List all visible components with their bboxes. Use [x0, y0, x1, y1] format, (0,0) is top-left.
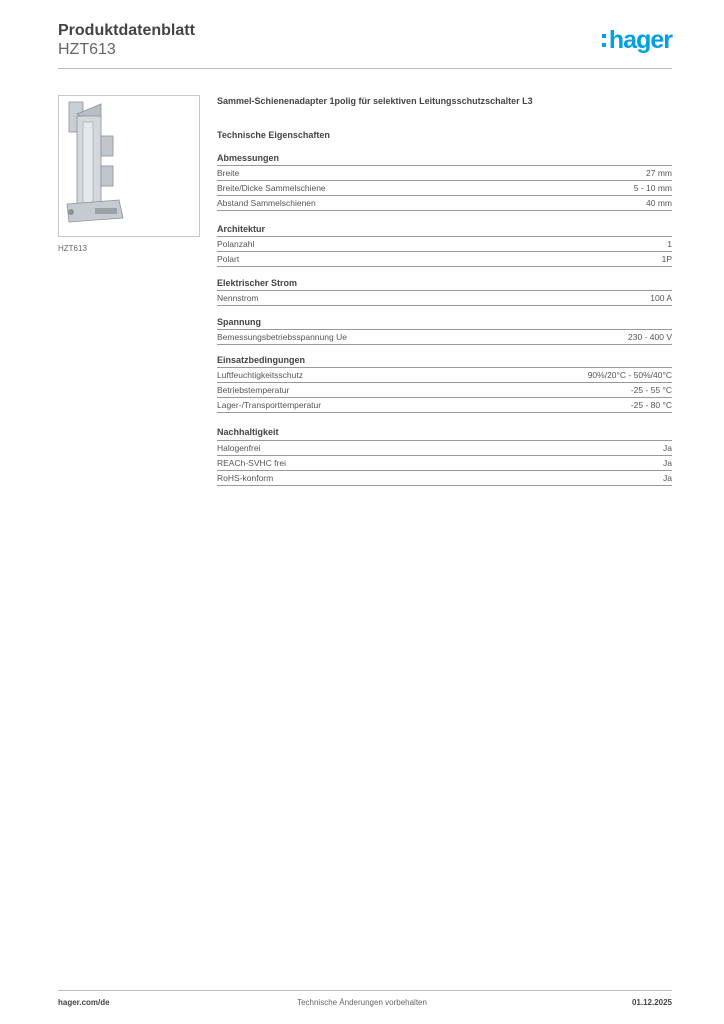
footer-divider	[58, 990, 672, 991]
row-label: Nennstrom	[217, 293, 259, 303]
section-title: Nachhaltigkeit	[217, 425, 672, 441]
product-image	[58, 95, 200, 237]
table-row	[217, 237, 672, 252]
section-architektur	[217, 223, 672, 267]
row-value: -25 - 55 °C	[630, 385, 672, 395]
table-row	[217, 456, 672, 471]
row-value: 27 mm	[646, 168, 672, 178]
row-label: Luftfeuchtigkeitsschutz	[217, 370, 303, 380]
row-value: Ja	[663, 443, 672, 453]
image-caption: HZT613	[58, 244, 87, 253]
table-row	[217, 398, 672, 413]
row-label: Lager-/Transporttemperatur	[217, 400, 322, 410]
table-row	[217, 383, 672, 398]
header-divider	[58, 68, 672, 69]
section-title: Abmessungen	[217, 152, 672, 166]
row-value: 1	[667, 239, 672, 249]
row-label: Betriebstemperatur	[217, 385, 290, 395]
footer-date: 01.12.2025	[631, 998, 672, 1007]
busbar-adapter-illustration	[59, 96, 199, 236]
row-label: Halogenfrei	[217, 443, 261, 453]
product-description: Sammel-Schienenadapter 1polig für selektiven Leitungsschutzschalter L3	[217, 96, 533, 106]
main-content	[217, 96, 672, 486]
table-row	[217, 368, 672, 383]
section-abmessungen	[217, 152, 672, 211]
row-value: 5 - 10 mm	[633, 183, 672, 193]
row-value: 230 - 400 V	[628, 332, 672, 342]
table-row	[217, 330, 672, 345]
tech-properties-heading: Technische Eigenschaften	[217, 130, 330, 140]
row-value: 40 mm	[646, 198, 672, 208]
footer-note: Technische Änderungen vorbehalten	[297, 998, 427, 1007]
logo-dots-icon	[602, 34, 606, 50]
row-label: RoHS-konform	[217, 473, 274, 483]
row-label: Breite/Dicke Sammelschiene	[217, 183, 326, 193]
table-row	[217, 291, 672, 306]
section-elektrischer-strom	[217, 277, 672, 306]
row-value: Ja	[663, 458, 672, 468]
section-title: Elektrischer Strom	[217, 277, 672, 291]
row-value: -25 - 80 °C	[630, 400, 672, 410]
section-title: Architektur	[217, 223, 672, 237]
row-label: Breite	[217, 168, 240, 178]
hager-logo	[602, 28, 672, 52]
row-label: Polanzahl	[217, 239, 255, 249]
section-einsatzbedingungen	[217, 354, 672, 413]
table-row	[217, 166, 672, 181]
table-row	[217, 441, 672, 456]
row-value: 90%/20°C - 50%/40°C	[587, 370, 672, 380]
table-row	[217, 196, 672, 211]
product-code: HZT613	[58, 41, 116, 58]
table-row	[217, 252, 672, 267]
section-title: Spannung	[217, 316, 672, 330]
document-title: Produktdatenblatt	[58, 22, 195, 39]
row-value: 100 A	[650, 293, 672, 303]
section-title: Einsatzbedingungen	[217, 354, 672, 368]
row-label: REACh-SVHC frei	[217, 458, 286, 468]
row-label: Abstand Sammelschienen	[217, 198, 316, 208]
section-spannung	[217, 316, 672, 345]
section-nachhaltigkeit	[217, 425, 672, 486]
table-row	[217, 471, 672, 486]
logo-text: hager	[608, 26, 672, 54]
row-value: Ja	[663, 473, 672, 483]
footer-website: hager.com/de	[58, 998, 110, 1007]
page-header	[58, 22, 672, 68]
row-label: Polart	[217, 254, 240, 264]
row-value: 1P	[661, 254, 672, 264]
row-label: Bemessungsbetriebsspannung Ue	[217, 332, 347, 342]
table-row	[217, 181, 672, 196]
